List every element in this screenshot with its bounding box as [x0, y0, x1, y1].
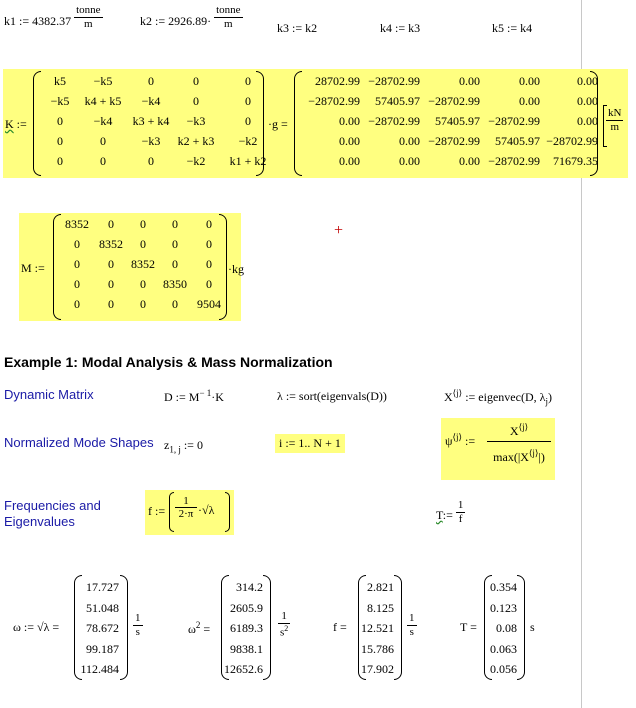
- f-label: f =: [333, 620, 347, 634]
- f-unit: $\frac{1}{s}$: [409, 612, 415, 638]
- omega-squared-vector: [221, 575, 271, 680]
- k-numeric-cell: 0.00: [399, 154, 420, 168]
- omega-squared-label: $\omega^2$ =: [188, 620, 211, 636]
- t-value: 0.08: [496, 621, 517, 635]
- omega-squared-value: 12652.6: [224, 662, 263, 676]
- m-matrix-cell: 0: [140, 217, 146, 231]
- k-symbolic-cell: 0: [148, 154, 154, 168]
- k-numeric-cell: −28702.99: [546, 134, 598, 148]
- x-definition[interactable]: $X^{⟨j⟩}$ := eigenvec(D, $\lambda_j$): [444, 388, 552, 407]
- omega-value: 112.484: [80, 662, 119, 676]
- i-range-definition[interactable]: i := 1.. N + 1: [275, 434, 345, 453]
- m-matrix-cell: 0: [74, 257, 80, 271]
- omega-unit: $\frac{1}{s}$: [135, 612, 141, 638]
- m-matrix-cell: 0: [74, 237, 80, 251]
- k-numeric-cell: 0.00: [399, 134, 420, 148]
- m-matrix-cell: 9504: [197, 297, 221, 311]
- omega-squared-unit: $\frac{1}{s^2}$: [280, 610, 289, 639]
- f-value: 12.521: [361, 621, 394, 635]
- k-symbolic-cell: 0: [245, 74, 251, 88]
- k-symbolic-cell: 0: [193, 74, 199, 88]
- k-numeric-cell: −28702.99: [308, 94, 360, 108]
- t-value: 0.063: [490, 641, 517, 656]
- k-symbolic-cell: 0: [57, 114, 63, 128]
- k-numeric-cell: 0.00: [577, 114, 598, 128]
- k-numeric-cell: 0.00: [339, 114, 360, 128]
- k-symbolic-cell: 0: [245, 114, 251, 128]
- psi-definition[interactable]: $\psi^{⟨j⟩}$ := $X^{⟨j⟩}$ $\max(|X^{⟨j⟩}|)$: [441, 418, 555, 480]
- omega-value: 78.672: [86, 621, 119, 635]
- normalized-mode-shapes-label: Normalized Mode Shapes: [4, 435, 154, 450]
- k-symbolic-cell: 0: [148, 74, 154, 88]
- k-unit: $\frac{kN}{m}$: [608, 107, 622, 133]
- k-symbolic-cell: −k4: [93, 114, 113, 128]
- k2-unit: $\frac{\text{tonne}}{m}$: [216, 4, 241, 30]
- omega-label: ω := √λ =: [13, 620, 60, 634]
- times-g-label: ·g =: [268, 117, 288, 131]
- f-value: 8.125: [367, 600, 394, 615]
- k-numeric-cell: −28702.99: [488, 154, 540, 168]
- m-matrix-cell: 0: [140, 237, 146, 251]
- t-vector: [484, 575, 525, 680]
- k-symbolic-cell: −k4: [141, 94, 161, 108]
- omega-squared-value: 2605.9: [230, 600, 263, 615]
- k-numeric-cell: 57405.97: [435, 114, 480, 128]
- omega-value: 51.048: [86, 600, 119, 615]
- k1-value: 4382.37: [32, 14, 72, 28]
- m-matrix-cell: 8350: [163, 277, 187, 291]
- k-symbolic-cell: 0: [245, 94, 251, 108]
- m-matrix-cell: 0: [108, 297, 114, 311]
- example-heading: Example 1: Modal Analysis & Mass Normalization: [4, 354, 333, 370]
- k-symbolic-cell: k3 + k4: [132, 114, 170, 128]
- k2-lhs: k2 :=: [140, 14, 166, 28]
- t-value: 0.056: [490, 662, 517, 676]
- m-matrix-cell: 0: [172, 257, 178, 271]
- m-matrix-cell: 0: [206, 257, 212, 271]
- m-matrix-cell: 0: [206, 217, 212, 231]
- m-matrix-cell: 0: [108, 217, 114, 231]
- k2-definition[interactable]: [140, 4, 243, 30]
- k-symbolic-cell: 0: [193, 94, 199, 108]
- k-numeric-cell: 57405.97: [495, 134, 540, 148]
- m-label: M :=: [21, 261, 45, 275]
- k-numeric-cell: −28702.99: [488, 114, 540, 128]
- dynamic-matrix-label: Dynamic Matrix: [4, 387, 94, 402]
- m-matrix-cell: 0: [140, 297, 146, 311]
- k-symbolic-cell: −k5: [50, 94, 70, 108]
- m-matrix-cell: 0: [140, 277, 146, 291]
- k-numeric-cell: 0.00: [577, 74, 598, 88]
- insert-cursor-icon: +: [334, 222, 344, 239]
- k-numeric-cell: 0.00: [339, 134, 360, 148]
- k-symbolic-cell: −k2: [186, 154, 206, 168]
- k-numeric-cell: −28702.99: [368, 114, 420, 128]
- m-matrix-cell: 0: [108, 277, 114, 291]
- t-value: 0.354: [490, 580, 517, 594]
- m-matrix-cell: 0: [74, 277, 80, 291]
- k-numeric-cell: 57405.97: [375, 94, 420, 108]
- f-definition[interactable]: f := 1 2·π ·√λ: [145, 490, 234, 535]
- k-numeric-cell: 0.00: [459, 74, 480, 88]
- m-matrix-cell: 0: [74, 297, 80, 311]
- m-unit: ·kg: [228, 262, 244, 276]
- f-value: 15.786: [361, 641, 394, 656]
- k-symbolic-cell: k5: [54, 74, 66, 88]
- m-matrix-cell: 0: [172, 297, 178, 311]
- m-matrix-cell: 0: [206, 277, 212, 291]
- k1-unit: $\frac{\text{tonne}}{m}$: [76, 4, 101, 30]
- k-numeric-cell: 0.00: [577, 94, 598, 108]
- k-symbolic-cell: 0: [100, 154, 106, 168]
- k-numeric-cell: 0.00: [519, 74, 540, 88]
- k-symbolic-cell: 0: [57, 134, 63, 148]
- k-numeric-cell: 28702.99: [315, 74, 360, 88]
- m-matrix-cell: 0: [172, 237, 178, 251]
- k-numeric-cell: −28702.99: [428, 94, 480, 108]
- k1-lhs: k1 :=: [4, 14, 30, 28]
- k-numeric-cell: 0.00: [519, 94, 540, 108]
- k4-definition[interactable]: k4 := k3: [380, 21, 421, 35]
- k1-definition[interactable]: [4, 4, 103, 30]
- k5-definition[interactable]: k5 := k4: [492, 21, 533, 35]
- d-definition[interactable]: D := $M^{- 1}\cdot K$: [164, 388, 224, 404]
- k-numeric-cell: 0.00: [339, 154, 360, 168]
- f-value: 2.821: [367, 580, 394, 594]
- t-value: 0.123: [490, 600, 517, 615]
- k-numeric-cell: 71679.35: [553, 154, 598, 168]
- k-symbolic-cell: 0: [57, 154, 63, 168]
- lambda-definition[interactable]: λ := sort(eigenvals(D)): [277, 389, 387, 403]
- frequencies-label: Frequencies and Eigenvalues: [4, 498, 101, 529]
- omega-squared-value: 6189.3: [230, 621, 263, 635]
- omega-value: 17.727: [86, 580, 119, 594]
- k2-value: 2926.89·: [168, 14, 212, 28]
- k-numeric-cell: −28702.99: [368, 74, 420, 88]
- k-symbolic-cell: 0: [100, 134, 106, 148]
- m-matrix-cell: 8352: [131, 257, 155, 271]
- t-unit: s: [530, 620, 535, 634]
- k-symbolic-cell: −k3: [186, 114, 206, 128]
- m-matrix-cell: 0: [206, 237, 212, 251]
- omega-squared-value: 314.2: [236, 580, 263, 594]
- k-numeric-cell: 0.00: [459, 154, 480, 168]
- k-symbolic-cell: −k3: [141, 134, 161, 148]
- m-matrix[interactable]: [53, 214, 227, 320]
- k-symbolic-cell: k1 + k2: [229, 154, 267, 168]
- omega-vector: [74, 575, 128, 680]
- k-symbolic-matrix[interactable]: [33, 71, 267, 176]
- t-label: T =: [460, 620, 477, 634]
- omega-value: 99.187: [86, 641, 119, 656]
- k-numeric-matrix: [294, 71, 598, 176]
- t-definition[interactable]: T:= $\frac{1}{f}$: [436, 499, 464, 525]
- k-symbolic-cell: k4 + k5: [84, 94, 122, 108]
- f-value: 17.902: [361, 662, 394, 676]
- k-symbolic-cell: −k5: [93, 74, 113, 88]
- z-definition[interactable]: $z_{1, j}$ := 0: [164, 438, 203, 455]
- f-vector: [358, 575, 402, 680]
- k3-definition[interactable]: k3 := k2: [277, 21, 318, 35]
- m-matrix-cell: 8352: [65, 217, 89, 231]
- m-matrix-cell: 8352: [99, 237, 123, 251]
- omega-squared-value: 9838.1: [230, 641, 263, 656]
- k-label: K :=: [5, 117, 27, 131]
- m-matrix-cell: 0: [172, 217, 178, 231]
- m-matrix-cell: 0: [108, 257, 114, 271]
- k-symbolic-cell: k2 + k3: [177, 134, 215, 148]
- k-numeric-cell: −28702.99: [428, 134, 480, 148]
- k-symbolic-cell: −k2: [238, 134, 258, 148]
